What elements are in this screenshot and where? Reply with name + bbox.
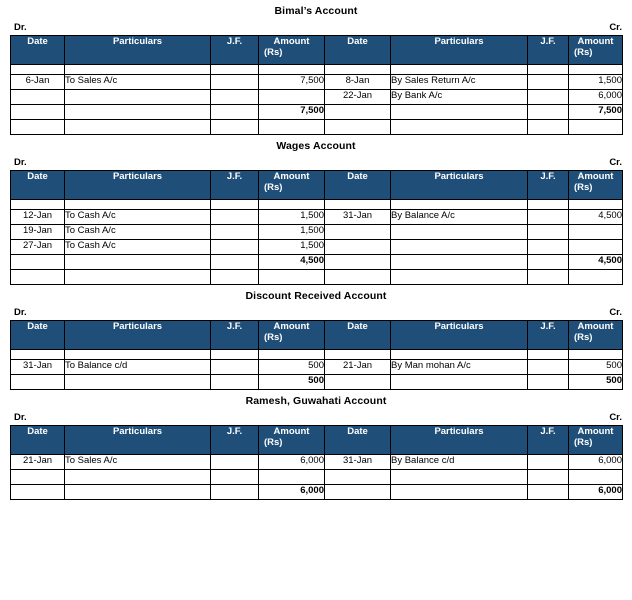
total-credit-particulars xyxy=(391,255,528,270)
total-credit-particulars xyxy=(391,485,528,500)
column-header-amount-debit xyxy=(259,171,325,200)
account-title: Discount Received Account xyxy=(245,290,387,302)
spacer-cell xyxy=(391,200,528,210)
blank-cell xyxy=(11,270,65,285)
blank-cell xyxy=(65,270,211,285)
amount-header-line1: Amount xyxy=(577,426,614,437)
column-header-date-debit: Date xyxy=(11,171,65,200)
blank-cell xyxy=(11,470,65,485)
total-credit-jf xyxy=(528,255,569,270)
spacer-cell xyxy=(259,350,325,360)
ledger-entry-row xyxy=(11,90,623,105)
total-debit-amount: 4,500 xyxy=(259,255,325,270)
credit-amount: 6,000 xyxy=(569,455,623,470)
spacer-cell xyxy=(65,200,211,210)
debit-amount: 7,500 xyxy=(259,75,325,90)
ledger-header-row xyxy=(11,36,623,65)
amount-header-line1: Amount xyxy=(577,171,614,182)
total-credit-amount: 500 xyxy=(569,375,623,390)
column-header-particulars-credit: Particulars xyxy=(391,36,528,65)
ledger-entry-row xyxy=(11,455,623,470)
credit-jf xyxy=(528,455,569,470)
ledger-total-row xyxy=(11,375,623,390)
spacer-cell xyxy=(325,65,391,75)
amount-header-line2: (Rs) xyxy=(574,182,593,193)
total-credit-jf xyxy=(528,375,569,390)
column-header-particulars-credit: Particulars xyxy=(391,321,528,350)
ledger-table xyxy=(10,320,623,390)
blank-row xyxy=(11,120,623,135)
total-debit-particulars xyxy=(65,485,211,500)
ledger-table-wrapper xyxy=(0,425,632,500)
debit-credit-labels xyxy=(0,157,632,170)
total-debit-amount: 6,000 xyxy=(259,485,325,500)
ledger-entry-row xyxy=(11,225,623,240)
total-debit-date xyxy=(11,485,65,500)
debit-particulars: To Sales A/c xyxy=(65,455,211,470)
credit-amount: 6,000 xyxy=(569,90,623,105)
credit-particulars: By Balance A/c xyxy=(391,210,528,225)
debit-jf xyxy=(211,225,259,240)
column-header-date-debit: Date xyxy=(11,36,65,65)
debit-label: Dr. xyxy=(14,157,27,168)
credit-particulars: By Balance c/d xyxy=(391,455,528,470)
total-credit-particulars xyxy=(391,375,528,390)
amount-header-line2: (Rs) xyxy=(264,437,283,448)
blank-cell xyxy=(211,470,259,485)
credit-amount xyxy=(569,225,623,240)
debit-date xyxy=(11,90,65,105)
credit-date: 8-Jan xyxy=(325,75,391,90)
blank-cell xyxy=(528,270,569,285)
spacer-cell xyxy=(211,200,259,210)
spacer-row xyxy=(11,350,623,360)
credit-jf xyxy=(528,90,569,105)
blank-cell xyxy=(11,120,65,135)
column-header-date-debit: Date xyxy=(11,426,65,455)
total-debit-date xyxy=(11,255,65,270)
ledger-account xyxy=(0,135,632,285)
spacer-cell xyxy=(391,350,528,360)
column-header-jf-debit: J.F. xyxy=(211,36,259,65)
debit-jf xyxy=(211,210,259,225)
column-header-amount-credit xyxy=(569,321,623,350)
total-debit-date xyxy=(11,375,65,390)
column-header-jf-debit: J.F. xyxy=(211,426,259,455)
credit-jf xyxy=(528,210,569,225)
total-debit-jf xyxy=(211,105,259,120)
spacer-cell xyxy=(391,65,528,75)
spacer-cell xyxy=(259,65,325,75)
amount-header-line1: Amount xyxy=(273,321,310,332)
credit-label: Cr. xyxy=(609,157,622,168)
credit-jf xyxy=(528,225,569,240)
amount-header-line1: Amount xyxy=(273,426,310,437)
spacer-cell xyxy=(65,65,211,75)
ledger-total-row xyxy=(11,485,623,500)
blank-cell xyxy=(391,470,528,485)
total-debit-jf xyxy=(211,375,259,390)
credit-label: Cr. xyxy=(609,307,622,318)
total-credit-particulars xyxy=(391,105,528,120)
ledger-table-wrapper xyxy=(0,320,632,390)
credit-amount xyxy=(569,240,623,255)
column-header-jf-credit: J.F. xyxy=(528,171,569,200)
column-header-amount-debit xyxy=(259,36,325,65)
debit-jf xyxy=(211,75,259,90)
amount-header-line2: (Rs) xyxy=(264,182,283,193)
spacer-cell xyxy=(65,350,211,360)
amount-header-line1: Amount xyxy=(577,36,614,47)
ledger-table-wrapper xyxy=(0,170,632,285)
column-header-date-debit: Date xyxy=(11,321,65,350)
total-debit-particulars xyxy=(65,255,211,270)
ledger-header-row xyxy=(11,321,623,350)
credit-jf xyxy=(528,75,569,90)
total-credit-amount: 7,500 xyxy=(569,105,623,120)
total-credit-date xyxy=(325,255,391,270)
total-credit-amount: 6,000 xyxy=(569,485,623,500)
debit-date: 12-Jan xyxy=(11,210,65,225)
debit-jf xyxy=(211,90,259,105)
total-credit-jf xyxy=(528,105,569,120)
credit-date xyxy=(325,225,391,240)
debit-date: 19-Jan xyxy=(11,225,65,240)
amount-header-line2: (Rs) xyxy=(574,437,593,448)
column-header-particulars-debit: Particulars xyxy=(65,171,211,200)
spacer-cell xyxy=(325,200,391,210)
total-credit-date xyxy=(325,105,391,120)
ledger-entry-row xyxy=(11,75,623,90)
blank-cell xyxy=(391,120,528,135)
spacer-cell xyxy=(569,200,623,210)
blank-cell xyxy=(259,470,325,485)
debit-amount: 1,500 xyxy=(259,225,325,240)
debit-amount: 1,500 xyxy=(259,240,325,255)
column-header-particulars-debit: Particulars xyxy=(65,36,211,65)
total-credit-amount: 4,500 xyxy=(569,255,623,270)
column-header-particulars-credit: Particulars xyxy=(391,171,528,200)
spacer-cell xyxy=(569,350,623,360)
column-header-date-credit: Date xyxy=(325,171,391,200)
total-debit-jf xyxy=(211,485,259,500)
column-header-jf-credit: J.F. xyxy=(528,321,569,350)
blank-cell xyxy=(569,120,623,135)
total-debit-date xyxy=(11,105,65,120)
debit-amount: 1,500 xyxy=(259,210,325,225)
debit-jf xyxy=(211,455,259,470)
spacer-cell xyxy=(528,350,569,360)
credit-label: Cr. xyxy=(609,22,622,33)
account-title: Bimal’s Account xyxy=(274,5,358,17)
credit-label: Cr. xyxy=(609,412,622,423)
credit-amount: 4,500 xyxy=(569,210,623,225)
credit-jf xyxy=(528,360,569,375)
blank-cell xyxy=(325,270,391,285)
amount-header-line2: (Rs) xyxy=(264,332,283,343)
ledger-account xyxy=(0,390,632,500)
debit-date: 6-Jan xyxy=(11,75,65,90)
blank-cell xyxy=(325,470,391,485)
total-debit-particulars xyxy=(65,105,211,120)
column-header-amount-debit xyxy=(259,426,325,455)
column-header-particulars-debit: Particulars xyxy=(65,426,211,455)
blank-cell xyxy=(259,270,325,285)
ledger-header-row xyxy=(11,426,623,455)
column-header-date-credit: Date xyxy=(325,36,391,65)
amount-header-line1: Amount xyxy=(577,321,614,332)
debit-date: 27-Jan xyxy=(11,240,65,255)
credit-particulars xyxy=(391,225,528,240)
ledger-total-row xyxy=(11,105,623,120)
column-header-particulars-credit: Particulars xyxy=(391,426,528,455)
amount-header-line2: (Rs) xyxy=(574,47,593,58)
blank-cell xyxy=(569,270,623,285)
debit-jf xyxy=(211,240,259,255)
spacer-cell xyxy=(259,200,325,210)
column-header-amount-debit xyxy=(259,321,325,350)
credit-date: 31-Jan xyxy=(325,455,391,470)
credit-particulars: By Man mohan A/c xyxy=(391,360,528,375)
total-debit-jf xyxy=(211,255,259,270)
amount-header-line2: (Rs) xyxy=(264,47,283,58)
amount-header-line1: Amount xyxy=(273,36,310,47)
column-header-amount-credit xyxy=(569,171,623,200)
blank-cell xyxy=(325,120,391,135)
blank-row xyxy=(11,470,623,485)
credit-amount: 1,500 xyxy=(569,75,623,90)
ledger-account xyxy=(0,0,632,135)
credit-date: 21-Jan xyxy=(325,360,391,375)
blank-cell xyxy=(528,120,569,135)
ledger-table xyxy=(10,35,623,135)
blank-row xyxy=(11,270,623,285)
credit-particulars: By Bank A/c xyxy=(391,90,528,105)
ledger-table xyxy=(10,170,623,285)
debit-particulars: To Cash A/c xyxy=(65,240,211,255)
ledger-table-wrapper xyxy=(0,35,632,135)
amount-header-line2: (Rs) xyxy=(574,332,593,343)
spacer-cell xyxy=(528,200,569,210)
debit-particulars: To Sales A/c xyxy=(65,75,211,90)
ledger-account xyxy=(0,285,632,390)
spacer-cell xyxy=(11,200,65,210)
column-header-amount-credit xyxy=(569,36,623,65)
credit-date xyxy=(325,240,391,255)
spacer-cell xyxy=(211,350,259,360)
total-debit-particulars xyxy=(65,375,211,390)
total-credit-date xyxy=(325,485,391,500)
ledger-entry-row xyxy=(11,210,623,225)
debit-particulars: To Balance c/d xyxy=(65,360,211,375)
debit-jf xyxy=(211,360,259,375)
credit-date: 31-Jan xyxy=(325,210,391,225)
debit-label: Dr. xyxy=(14,307,27,318)
blank-cell xyxy=(211,270,259,285)
debit-particulars: To Cash A/c xyxy=(65,210,211,225)
column-header-jf-credit: J.F. xyxy=(528,426,569,455)
column-header-jf-debit: J.F. xyxy=(211,321,259,350)
debit-credit-labels xyxy=(0,307,632,320)
ledger-entry-row xyxy=(11,240,623,255)
spacer-cell xyxy=(528,65,569,75)
total-credit-jf xyxy=(528,485,569,500)
debit-credit-labels xyxy=(0,412,632,425)
account-title: Ramesh, Guwahati Account xyxy=(245,395,387,407)
spacer-cell xyxy=(211,65,259,75)
spacer-cell xyxy=(11,65,65,75)
total-debit-amount: 500 xyxy=(259,375,325,390)
debit-date: 21-Jan xyxy=(11,455,65,470)
blank-cell xyxy=(65,470,211,485)
column-header-jf-debit: J.F. xyxy=(211,171,259,200)
blank-cell xyxy=(65,120,211,135)
blank-cell xyxy=(528,470,569,485)
debit-amount: 500 xyxy=(259,360,325,375)
ledger-table xyxy=(10,425,623,500)
credit-particulars: By Sales Return A/c xyxy=(391,75,528,90)
debit-credit-labels xyxy=(0,22,632,35)
spacer-row xyxy=(11,200,623,210)
ledger-entry-row xyxy=(11,360,623,375)
total-credit-date xyxy=(325,375,391,390)
spacer-cell xyxy=(325,350,391,360)
blank-cell xyxy=(259,120,325,135)
credit-jf xyxy=(528,240,569,255)
account-title: Wages Account xyxy=(276,140,356,152)
column-header-date-credit: Date xyxy=(325,321,391,350)
credit-particulars xyxy=(391,240,528,255)
debit-label: Dr. xyxy=(14,412,27,423)
column-header-amount-credit xyxy=(569,426,623,455)
ledger-header-row xyxy=(11,171,623,200)
column-header-jf-credit: J.F. xyxy=(528,36,569,65)
debit-particulars xyxy=(65,90,211,105)
credit-amount: 500 xyxy=(569,360,623,375)
column-header-particulars-debit: Particulars xyxy=(65,321,211,350)
spacer-cell xyxy=(11,350,65,360)
amount-header-line1: Amount xyxy=(273,171,310,182)
blank-cell xyxy=(391,270,528,285)
ledger-total-row xyxy=(11,255,623,270)
debit-amount xyxy=(259,90,325,105)
spacer-row xyxy=(11,65,623,75)
blank-cell xyxy=(569,470,623,485)
debit-label: Dr. xyxy=(14,22,27,33)
total-debit-amount: 7,500 xyxy=(259,105,325,120)
blank-cell xyxy=(211,120,259,135)
debit-amount: 6,000 xyxy=(259,455,325,470)
debit-date: 31-Jan xyxy=(11,360,65,375)
column-header-date-credit: Date xyxy=(325,426,391,455)
spacer-cell xyxy=(569,65,623,75)
credit-date: 22-Jan xyxy=(325,90,391,105)
debit-particulars: To Cash A/c xyxy=(65,225,211,240)
